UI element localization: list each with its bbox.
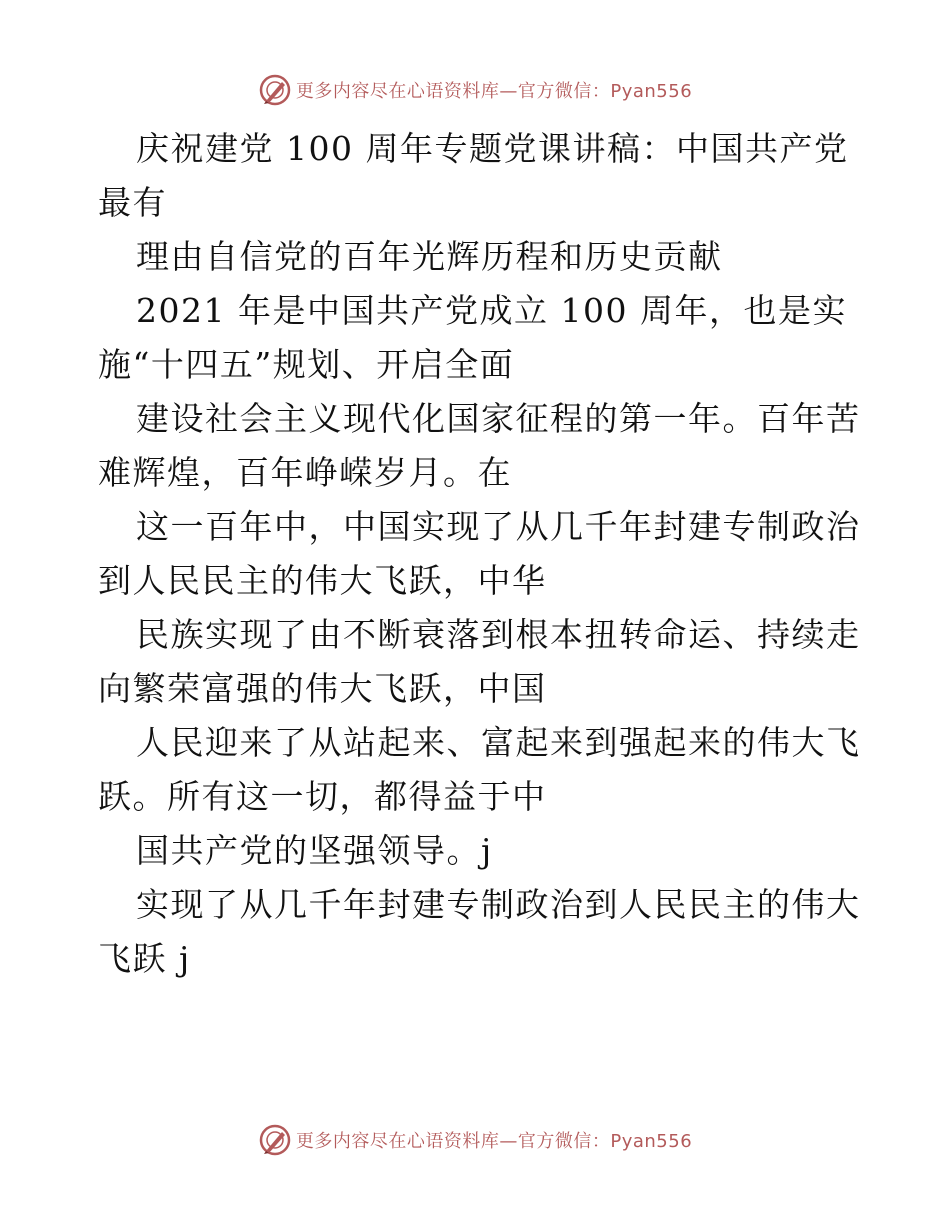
header-banner bbox=[0, 70, 950, 110]
pen-logo-icon bbox=[258, 1123, 292, 1157]
text-line: 飞跃 j bbox=[98, 939, 191, 978]
text-line: 实现了从几千年封建专制政治到人民民主的伟大 bbox=[136, 885, 861, 924]
text-line: 施“十四五”规划、开启全面 bbox=[98, 345, 515, 384]
text-line: 建设社会主义现代化国家征程的第一年。百年苦 bbox=[136, 399, 861, 438]
text-line: 跃。所有这一切，都得益于中 bbox=[98, 777, 547, 816]
text-line: 向繁荣富强的伟大飞跃，中国 bbox=[98, 669, 547, 708]
document-body bbox=[98, 122, 868, 986]
text-line: 庆祝建党 100 周年专题党课讲稿：中国共产党 bbox=[136, 129, 849, 168]
text-line: 人民迎来了从站起来、富起来到强起来的伟大飞 bbox=[136, 723, 861, 762]
footer-banner bbox=[0, 1120, 950, 1160]
text-line: 这一百年中，中国实现了从几千年封建专制政治 bbox=[136, 507, 861, 546]
text-line: 民族实现了由不断衰落到根本扭转命运、持续走 bbox=[136, 615, 861, 654]
text-line: 难辉煌，百年峥嵘岁月。在 bbox=[98, 453, 512, 492]
text-line: 理由自信党的百年光辉历程和历史贡献 bbox=[136, 237, 723, 276]
text-line: 到人民民主的伟大飞跃，中华 bbox=[98, 561, 547, 600]
footer-banner-text: 更多内容尽在心语资料库—官方微信：Pyan556 bbox=[295, 1131, 693, 1152]
pen-logo-icon bbox=[258, 73, 292, 107]
text-line: 2021 年是中国共产党成立 100 周年，也是实 bbox=[136, 291, 847, 330]
text-line: 最有 bbox=[98, 183, 167, 222]
text-line: 国共产党的坚强领导。j bbox=[136, 831, 493, 870]
header-banner-text: 更多内容尽在心语资料库—官方微信：Pyan556 bbox=[295, 81, 693, 102]
